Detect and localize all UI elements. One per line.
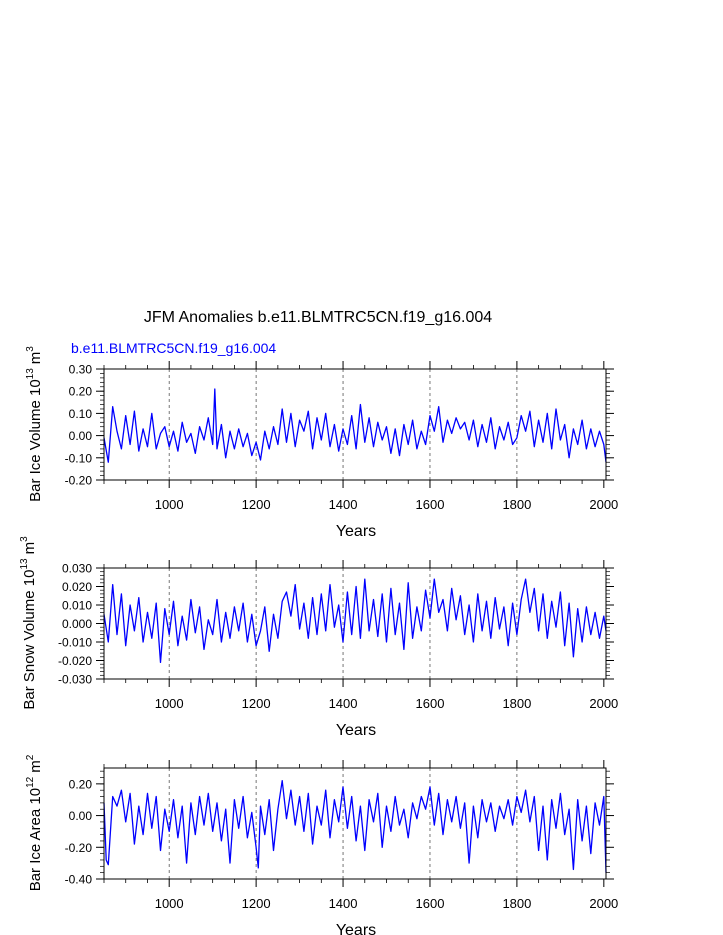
yaxis-label-unit-0: m: [27, 351, 44, 365]
yaxis-label-unit-1: m: [21, 541, 38, 555]
xtick-label-2-3: 1600: [415, 896, 445, 911]
yaxis-label-1: [19, 536, 38, 710]
figure-title: JFM Anomalies b.e11.BLMTRC5CN.f19_g16.004: [143, 309, 493, 326]
xtick-label-1-5: 2000: [589, 696, 619, 711]
yaxis-label-0: [25, 346, 44, 502]
yaxis-label-2: [25, 754, 44, 891]
ytick-label-1-6: 0.030: [61, 561, 92, 576]
xtick-label-0-2: 1400: [328, 497, 358, 512]
xtick-label-0-3: 1600: [415, 497, 445, 512]
xtick-label-2-2: 1400: [328, 896, 358, 911]
ytick-label-0-5: 0.30: [68, 362, 92, 377]
yaxis-label-unit-exp-1: 3: [19, 536, 30, 542]
xaxis-label-0: Years: [335, 523, 377, 540]
ytick-label-0-3: 0.10: [68, 406, 92, 421]
ytick-label-2-3: 0.20: [68, 777, 92, 792]
xtick-label-0-0: 1000: [154, 497, 184, 512]
ytick-label-1-1: -0.020: [57, 654, 92, 668]
xtick-label-1-4: 1800: [502, 696, 532, 711]
ytick-label-1-5: 0.020: [61, 580, 92, 594]
xtick-label-2-0: 1000: [154, 896, 184, 911]
panel-snow-volume: [19, 536, 618, 739]
series-line-2: [104, 781, 606, 873]
yaxis-label-unit-exp-0: 3: [25, 346, 36, 352]
ytick-label-1-3: 0.000: [61, 617, 92, 631]
ytick-label-2-2: 0.00: [68, 809, 92, 824]
xtick-label-0-5: 2000: [589, 497, 619, 512]
ytick-label-0-2: 0.00: [68, 429, 92, 444]
series-line-1: [104, 579, 606, 662]
xaxis-label-2: Years: [335, 922, 377, 935]
panel-ice-area: [25, 754, 618, 935]
ytick-label-1-2: -0.010: [57, 635, 92, 650]
ytick-label-2-1: -0.20: [64, 840, 92, 855]
xtick-label-1-0: 1000: [154, 696, 184, 711]
ytick-label-1-4: 0.010: [61, 598, 92, 613]
series-line-0: [104, 389, 606, 462]
xtick-label-1-1: 1200: [241, 696, 271, 711]
xtick-label-0-4: 1800: [502, 497, 532, 512]
case-label: b.e11.BLMTRC5CN.f19_g16.004: [71, 340, 277, 356]
xtick-label-0-1: 1200: [241, 497, 271, 512]
yaxis-label-exp-2: 12: [25, 776, 36, 788]
ytick-label-2-0: -0.40: [64, 872, 92, 887]
ytick-label-0-4: 0.20: [68, 384, 92, 399]
plot-frame-1: [104, 568, 606, 679]
yaxis-label-exp-1: 13: [19, 558, 30, 570]
xtick-label-2-4: 1800: [502, 896, 532, 911]
yaxis-label-unit-exp-2: 2: [25, 754, 36, 761]
plot-frame-0: [104, 369, 606, 480]
yaxis-label-text-1: Bar Snow Volume 10: [21, 569, 38, 710]
ytick-label-0-0: -0.20: [64, 473, 92, 488]
xaxis-label-1: Years: [335, 722, 377, 739]
ytick-label-0-1: -0.10: [64, 451, 92, 466]
ytick-label-1-0: -0.030: [57, 672, 92, 687]
yaxis-label-unit-2: m: [27, 760, 44, 773]
xtick-label-2-1: 1200: [241, 896, 271, 911]
yaxis-label-text-2: Bar Ice Area 10: [27, 787, 44, 892]
xtick-label-1-3: 1600: [415, 696, 445, 711]
panel-ice-volume: [25, 346, 618, 540]
xtick-label-2-5: 2000: [589, 896, 619, 911]
yaxis-label-exp-0: 13: [25, 368, 36, 380]
yaxis-label-text-0: Bar Ice Volume 10: [27, 379, 44, 502]
xtick-label-1-2: 1400: [328, 696, 358, 711]
